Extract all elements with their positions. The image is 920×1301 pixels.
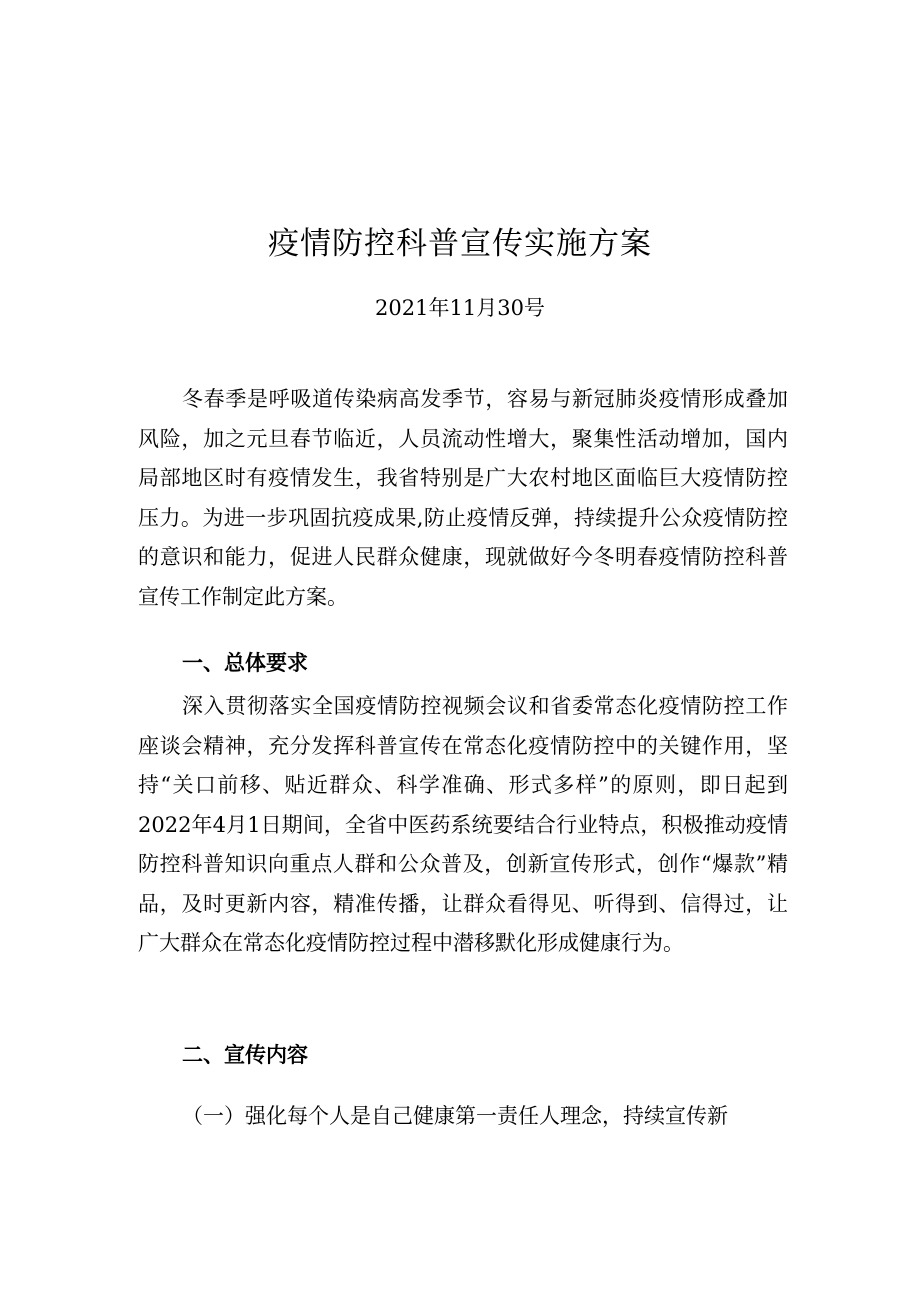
general-requirements-paragraph: 深入贯彻落实全国疫情防控视频会议和省委常态化疫情防控工作座谈会精神，充分发挥科普宣传在常态化疫情防控中的关键作用，坚持“关口前移、贴近群众、科学准确、形式多样”的原则，即日起到2022年4月1日期间，全省中医药系统要结合行业特点，积极推动疫情防控科普知识向重点人群和公众普及，创新宣传形式，创作“爆款”精品，及时更新内容，精准传播，让群众看得见、听得到、信得过，让广大群众在常态化疫情防控过程中潜移默化形成健康行为。: [138, 694, 788, 955]
section-heading-general-requirements: 一、总体要求: [182, 651, 308, 675]
section-heading-publicity-content: 二、宣传内容: [182, 1043, 308, 1067]
document-title: 疫情防控科普宣传实施方案: [268, 226, 652, 262]
intro-paragraph: 冬春季是呼吸道传染病高发季节，容易与新冠肺炎疫情形成叠加风险，加之元旦春节临近，人员流动性增大，聚集性活动增加，国内局部地区时有疫情发生，我省特别是广大农村地区面临巨大疫情防控压力。为进一步巩固抗疫成果,防止疫情反弹，持续提升公众疫情防控的意识和能力，促进人民群众健康，现就做好今冬明春疫情防控科普宣传工作制定此方案。: [138, 387, 788, 609]
document-date: 2021年11月30号: [375, 296, 545, 320]
publicity-content-item-1: （一）强化每个人是自己健康第一责任人理念，持续宣传新: [182, 1104, 728, 1128]
